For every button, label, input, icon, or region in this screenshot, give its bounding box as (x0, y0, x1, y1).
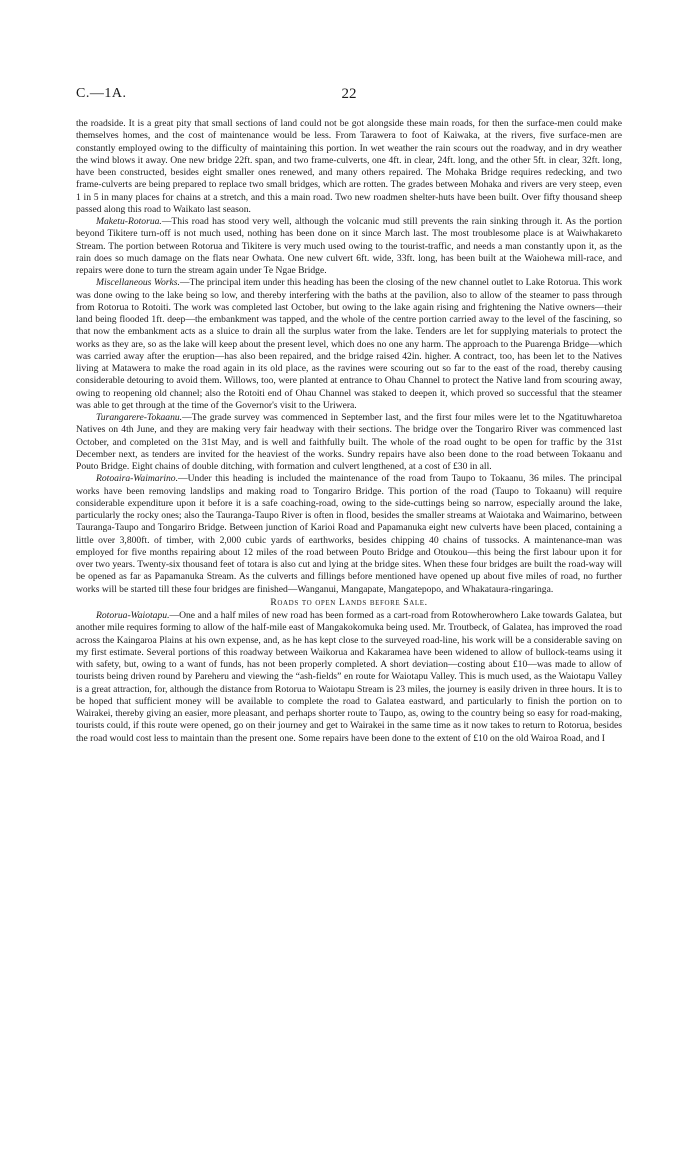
paragraph-text: —The grade survey was commenced in September last, and the first four miles were let to the Ngatituwharetoa Natives on 4th June, and they are making very fair headway with their sections. The bridge over the Tongariro River was commenced last October, and completed on the 31st May, and is well and faithfully built. The whole of the road ought to be open for traffic by the 31st December next, as tenders are invited for the heaviest of the works. Sundry repairs have also been done to the road between Tokaanu and Pouto Bridge. Eight chains of double ditching, with formation and culvert lengthened, at a cost of £30 in all. (76, 412, 622, 472)
paragraph (76, 610, 622, 745)
section-title: Miscellaneous Works. (96, 277, 180, 289)
paragraph (76, 118, 622, 216)
page-number: 22 (341, 86, 357, 102)
section-title: Turangarere-Tokaanu. (96, 412, 183, 423)
page-header (76, 86, 622, 106)
paragraph-text: —This road has stood very well, although the volcanic mud still prevents the rain sinking through it. As the portion beyond Tikitere turn-off is not much used, nothing has been done on it since March last. The most troublesome place is at Waiwhakareto Stream. The portion between Rotorua and Tikitere is very much used owing to the tourist-traffic, and needs a man constantly upon it, as the rain does so much damage on the flats near Owhata. One new culvert 6ft. wide, 33ft. long, has been built at the Waiohewa mill-race, and repairs were done to turn the stream again under Te Ngae Bridge. (76, 216, 622, 276)
section-title: Maketu-Rotorua. (96, 216, 162, 227)
section-heading: Roads to open Lands before Sale. (270, 596, 428, 608)
paragraph (76, 216, 622, 277)
body-text (76, 118, 622, 745)
paragraph-text: —One and a half miles of new road has been formed as a cart-road from Rotowherowhero Lake towards Galatea, but another mile requires forming to allow of the half-mile east of Mangakokomuka being used. Mr. Troutbeck, of Galatea, has improved the road across the Kaingaroa Plains at his own expense, and, as he has kept close to the surveyed road-line, his work will be a considerable saving on my first estimate. Several portions of this roadway between Waikorua and Kakaramea have been widened to allow of bullock-teams using it with safety, but, owing to a want of funds, has not been properly completed. A short deviation—costing about £10—was made to allow of tourists being driven round by Pareheru and viewing the “ash-fields” en route for Waiotapu Valley. This is much used, as the Waiotapu Valley is a great attraction, for, although the distance from Rotorua to Waiotapu Stream is 23 miles, the journey is easily driven in three hours. It is to be hoped that sufficient money will be available to complete the road to Galatea eastward, and particularly to finish the portion on to Wairakei, thereby giving an easier, more pleasant, and perhaps shorter route to Taupo, as, owing to the country being so easy for road-making, tourists could, if this route were opened, go on their journey and get to Wairakei in the same time as it now takes to return to Rotorua, besides the road would cost less to maintain than the present one. Some repairs have been done to the extent of £10 on the old Wairoa Road, and I (76, 610, 622, 744)
section-title: Rotorua-Waiotapu. (96, 610, 170, 621)
document-reference: C.—1A. (76, 86, 127, 101)
paragraph-text: the roadside. It is a great pity that small sections of land could not be got alongside these main roads, for then the surface-men could make themselves homes, and the cost of maintenance would be less. From Tarawera to foot of Kaiwaka, at the rivers, five surface-men are constantly employed owing to the difficulty of maintaining this portion. In wet weather the rain scours out the roadway, and in dry weather the wind blows it away. One new bridge 22ft. span, and two frame-culverts, one 4ft. in clear, 24ft. long, and the other 5ft. in clear, 32ft. long, have been constructed, besides eight smaller ones renewed, and many others repaired. The Mohaka Bridge requires redecking, and two frame-culverts are being prepared to replace two small bridges, which are rotten. The grades between Mohaka and rivers are very steep, even 1 in 5 in many places for chains at a stretch, and this a main road. Two new roadmen shelter-huts have been built. Over fifty thousand sheep passed along this road to Waikato last season. (76, 118, 622, 215)
paragraph (76, 277, 622, 412)
section-title: Rotoaira-Waimarino. (96, 473, 178, 485)
paragraph (76, 473, 622, 596)
paragraph-text: —The principal item under this heading has been the closing of the new channel outlet to Lake Rotorua. This work was done owing to the lake being so low, and thereby interfering with the baths at the pavilion, also to allow of the steamer to pass through from Rotorua to Rotoiti. The work was completed last October, but owing to the lake again rising and frightening the Native owners—their land being flooded 1ft. deep—the embankment was tapped, and the whole of the centre portion carried away to the level of the fascining, so that now the embankment acts as a sluice to drain all the surplus water from the lake. Tenders are let for supplying materials to protect the works as they are, so as the lake will keep about the present level, which does no one any harm. The approach to the Puarenga Bridge—which was carried away after the eruption—has also been repaired, and the bridge raised 42in. higher. A contract, too, has been let to the Natives living at Matawera to make the road again in its old place, as the ravines were scouring out so far to the east of the road, thereby causing considerable detouring to avoid them. Willows, too, were planted at entrance to Ohau Channel to protect the Native land from scouring away, owing to reopening old channel; also the Rotoiti end of Ohau Channel was staked to deepen it, which proved so successful that the steamer was able to get through at the time of the Governor's visit to the Uriwera. (76, 277, 622, 411)
paragraph (76, 412, 622, 473)
paragraph-text: —Under this heading is included the maintenance of the road from Taupo to Tokaanu, 36 miles. The principal works have been removing landslips and making road to Tongariro Bridge. This portion of the road (Taupo to Tokaanu) will require considerable expenditure upon it before it is a safe coaching-road, owing to the side-cuttings being so narrow, especially around the lake, particularly the rocky ones; also the Tauranga-Taupo River is often in flood, besides the smaller streams at Waiotaka and Waimarino, between Tauranga-Taupo and Tongariro Bridge. Between junction of Karioi Road and Papamanuka eight new culverts have been placed, containing a little over 3,800ft. of timber, with 2,000 cubic yards of earthworks, besides chipping 40 chains of tussocks. A maintenance-man was employed for five months repairing about 12 miles of the road between Pouto Bridge and Otoukou—this being the first labour upon it for over two years. Twenty-six thousand feet of totara is also cut and lying at the bridge sites. When these four bridges are built the road-way will be opened as far as Papamanuka Stream. As the culverts and fillings before mentioned have opened up about five miles of road, no further works will be started till these four bridges are finished—Wanganui, Mangapate, Mangatepopo, and Whakataura-ringaringa. (76, 473, 622, 595)
